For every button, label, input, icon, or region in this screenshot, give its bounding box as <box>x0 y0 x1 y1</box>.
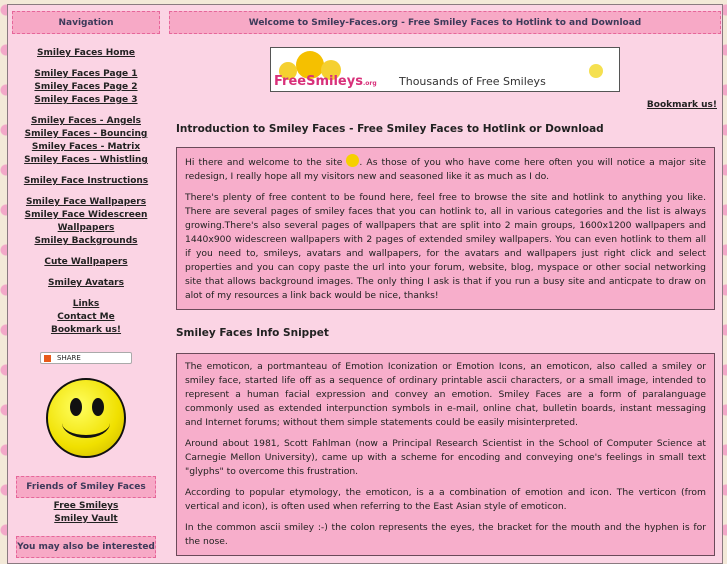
sidebar <box>12 11 160 558</box>
nav-link-contact-me[interactable]: Contact Me <box>57 312 115 322</box>
nav-link-cute-wallpapers[interactable]: Cute Wallpapers <box>44 257 128 267</box>
snippet-box <box>176 353 715 556</box>
nav-link-smiley-faces-angels[interactable]: Smiley Faces - Angels <box>31 116 141 126</box>
freesmileys-banner[interactable] <box>270 47 620 92</box>
nav-link-smiley-faces-matrix[interactable]: Smiley Faces - Matrix <box>31 142 141 152</box>
friend-link-smiley-vault[interactable]: Smiley Vault <box>54 514 118 524</box>
nav-link-smiley-faces-bouncing[interactable]: Smiley Faces - Bouncing <box>24 129 148 139</box>
also-interested-header: You may also be interested <box>16 536 156 558</box>
nav-link-links[interactable]: Links <box>72 299 100 309</box>
page-container <box>7 4 723 564</box>
friend-link-free-smileys[interactable]: Free Smileys <box>53 501 119 511</box>
nav-link-smiley-backgrounds[interactable]: Smiley Backgrounds <box>34 236 138 246</box>
snippet-paragraph: According to popular etymology, the emoticon, is a a combination of emotion and icon. The verticon (from vertical and icon), is often used when referring to the East Asian style of emoticon. <box>185 487 706 512</box>
nav-list <box>12 47 160 337</box>
snippet-paragraph: In the common ascii smiley :-) the colon represents the eyes, the bracket for the mouth and the hyphen is for the nose. <box>185 522 706 547</box>
plus-icon <box>44 355 51 362</box>
intro-heading: Introduction to Smiley Faces - Free Smiley Faces to Hotlink or Download <box>176 123 604 135</box>
smiley-cloud-icon <box>589 64 603 78</box>
banner-logo: FreeSmileys.org <box>274 74 377 89</box>
banner-tagline: Thousands of Free Smileys <box>399 75 546 88</box>
page-header: Welcome to Smiley-Faces.org - Free Smiley Faces to Hotlink to and Download <box>169 11 721 34</box>
smiley-icon <box>346 154 359 167</box>
snippet-paragraph: Around about 1981, Scott Fahlman (now a Principal Research Scientist in the School of Computer Science at Carnegie Mellon University), came up with a scheme for encoding and conveying one's feelings in small text "glyphs" to overcome this frustration. <box>185 438 706 477</box>
nav-link-smiley-faces-page-1[interactable]: Smiley Faces Page 1 <box>34 69 138 79</box>
intro-box <box>176 147 715 310</box>
nav-link-smiley-avatars[interactable]: Smiley Avatars <box>48 278 124 288</box>
snippet-heading: Smiley Faces Info Snippet <box>176 327 329 339</box>
main-content <box>169 11 721 556</box>
share-button[interactable] <box>40 352 132 364</box>
nav-link-bookmark-us[interactable]: Bookmark us! <box>50 325 122 335</box>
nav-link-smiley-faces-whistling[interactable]: Smiley Faces - Whistling <box>24 155 148 165</box>
friends-header: Friends of Smiley Faces <box>16 476 156 498</box>
nav-link-smiley-face-instructions[interactable]: Smiley Face Instructions <box>23 176 149 186</box>
nav-link-smiley-faces-page-3[interactable]: Smiley Faces Page 3 <box>34 95 138 105</box>
nav-link-smiley-faces-page-2[interactable]: Smiley Faces Page 2 <box>34 82 138 92</box>
nav-link-smiley-faces-home[interactable]: Smiley Faces Home <box>37 48 135 58</box>
snippet-paragraph: The emoticon, a portmanteau of Emotion Iconization or Emotion Icons, an emoticon, also called a smiley or smiley face, started life off as a sequence of ordinary printable ascii characters, or a small image, intended to represent a human facial expression and convey an emotion. Smiley Faces are a form of paralanguage commonly used as extended interpunction symbols in e-mail, online chat, bulletin boards, instant messaging and Internet forums; without them simple statements could be easily misinterpreted. <box>185 361 706 428</box>
intro-paragraph: There's plenty of free content to be found here, feel free to browse the site and hotlink to anything you like. There are several pages of smiley faces that you can hotlink to, all in various categories and the list is always growing.There's also several pages of wallpapers that are split into 2 main groups, 1600x1200 wallpapers and 1440x900 widescreen wallpapers with 2 pages of extended smiley wallpapers. You can even hotlink to them all if you need to, smileys, avatars and wallpapers, for the avatars and wallpapers just right click and select properties and you can copy paste the url into your forum, website, blog, myspace or other social networking site that allows background images. The only thing I ask is that if you run a busy site and anticpate to draw on alot of my resources a link back would be nice, thanks! <box>185 192 706 301</box>
share-label: SHARE <box>57 354 81 362</box>
nav-link-smiley-face-wallpapers[interactable]: Smiley Face Wallpapers <box>25 197 147 207</box>
bookmark-link[interactable]: Bookmark us! <box>646 100 717 110</box>
smiley-image <box>46 378 126 458</box>
nav-header: Navigation <box>12 11 160 34</box>
intro-paragraph: Hi there and welcome to the site . As those of you who have come here often you will notice a major site redesign, I really hope all my visitors new and seasoned like it as much as I do. <box>185 154 706 184</box>
nav-link-smiley-face-widescreen-wallpapers[interactable]: Smiley Face Widescreen Wallpapers <box>24 210 148 233</box>
